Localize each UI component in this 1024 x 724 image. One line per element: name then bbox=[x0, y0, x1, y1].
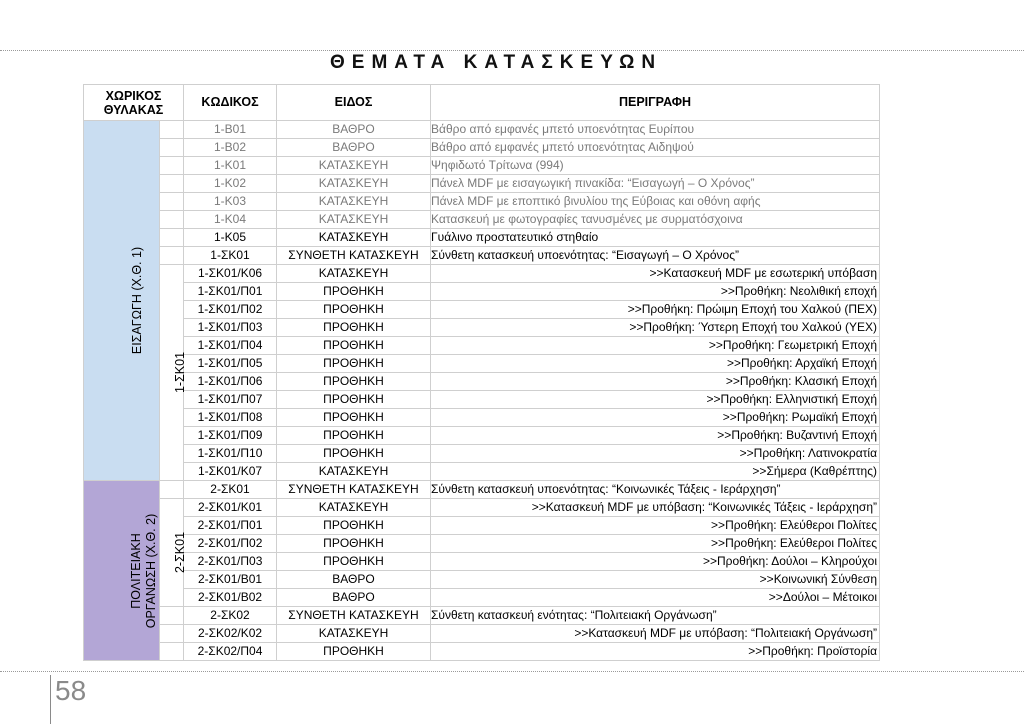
page-title: ΘΕΜΑΤΑ ΚΑΤΑΣΚΕΥΩΝ bbox=[330, 52, 663, 73]
table-row bbox=[84, 211, 880, 229]
code-cell: 1-Κ05 bbox=[184, 229, 277, 247]
header-code: ΚΩΔΙΚΟΣ bbox=[184, 85, 277, 121]
description-cell: Σύνθετη κατασκευή υποενότητας: “Κοινωνικές Τάξεις - Ιεράρχηση” bbox=[431, 481, 880, 499]
page-number-rule bbox=[50, 675, 51, 724]
type-cell: ΠΡΟΘΗΚΗ bbox=[277, 427, 431, 445]
type-cell: ΠΡΟΘΗΚΗ bbox=[277, 643, 431, 661]
description-cell: Πάνελ MDF με εισαγωγική πινακίδα: “Εισαγωγή – Ο Χρόνος” bbox=[431, 175, 880, 193]
code-cell: 2-ΣΚ02/Κ02 bbox=[184, 625, 277, 643]
type-cell: ΚΑΤΑΣΚΕΥΗ bbox=[277, 193, 431, 211]
description-cell: >>Κοινωνική Σύνθεση bbox=[431, 571, 880, 589]
description-cell: >>Προθήκη: Λατινοκρατία bbox=[431, 445, 880, 463]
description-cell: Σύνθετη κατασκευή υποενότητας: “Εισαγωγή – Ο Χρόνος” bbox=[431, 247, 880, 265]
description-cell: >>Προθήκη: Νεολιθική εποχή bbox=[431, 283, 880, 301]
table-row bbox=[84, 355, 880, 373]
table-row bbox=[84, 319, 880, 337]
header-type: ΕΙΔΟΣ bbox=[277, 85, 431, 121]
description-cell: Βάθρο από εμφανές μπετό υποενότητας Αιδηψού bbox=[431, 139, 880, 157]
description-cell: Σύνθετη κατασκευή ενότητας: “Πολιτειακή Οργάνωση” bbox=[431, 607, 880, 625]
description-cell: Ψηφιδωτό Τρίτωνα (994) bbox=[431, 157, 880, 175]
code-cell: 1-ΣΚ01 bbox=[184, 247, 277, 265]
table-row bbox=[84, 625, 880, 643]
description-cell: >>Προθήκη: Προϊστορία bbox=[431, 643, 880, 661]
sub-empty bbox=[160, 607, 184, 625]
code-cell: 2-ΣΚ02 bbox=[184, 607, 277, 625]
code-cell: 1-Κ02 bbox=[184, 175, 277, 193]
type-cell: ΠΡΟΘΗΚΗ bbox=[277, 445, 431, 463]
group-1-cell bbox=[160, 265, 188, 481]
description-cell: >>Προθήκη: Ελεύθεροι Πολίτες bbox=[431, 535, 880, 553]
group-2-label: 2-ΣΚ01 bbox=[173, 531, 188, 574]
type-cell: ΚΑΤΑΣΚΕΥΗ bbox=[277, 157, 431, 175]
zone-2-label: ΠΟΛΙΤΕΙΑΚΗ ΟΡΓΑΝΩΣΗ (Χ.Θ. 2) bbox=[129, 513, 158, 628]
sub-empty bbox=[160, 211, 184, 229]
code-cell: 1-Β01 bbox=[184, 121, 277, 139]
code-cell: 1-ΣΚ01/Π08 bbox=[184, 409, 277, 427]
description-cell: >>Κατασκευή MDF με υπόβαση: “Πολιτειακή Οργάνωση” bbox=[431, 625, 880, 643]
description-cell: >>Προθήκη: Κλασική Εποχή bbox=[431, 373, 880, 391]
type-cell: ΚΑΤΑΣΚΕΥΗ bbox=[277, 265, 431, 283]
description-cell: >>Προθήκη: Ελληνιστική Εποχή bbox=[431, 391, 880, 409]
sub-empty bbox=[160, 139, 184, 157]
type-cell: ΠΡΟΘΗΚΗ bbox=[277, 535, 431, 553]
top-dotted-divider bbox=[0, 50, 1024, 51]
type-cell: ΚΑΤΑΣΚΕΥΗ bbox=[277, 175, 431, 193]
description-cell: >>Κατασκευή MDF με υπόβαση: “Κοινωνικές Τάξεις - Ιεράρχηση” bbox=[431, 499, 880, 517]
type-cell: ΠΡΟΘΗΚΗ bbox=[277, 391, 431, 409]
type-cell: ΣΥΝΘΕΤΗ ΚΑΤΑΣΚΕΥΗ bbox=[277, 481, 431, 499]
code-cell: 1-ΣΚ01/Π04 bbox=[184, 337, 277, 355]
code-cell: 1-ΣΚ01/Κ06 bbox=[184, 265, 277, 283]
description-cell: >>Προθήκη: Γεωμετρική Εποχή bbox=[431, 337, 880, 355]
type-cell: ΚΑΤΑΣΚΕΥΗ bbox=[277, 463, 431, 481]
sub-empty bbox=[160, 193, 184, 211]
type-cell: ΒΑΘΡΟ bbox=[277, 589, 431, 607]
table-row bbox=[84, 265, 880, 283]
description-cell: >>Προθήκη: Δούλοι – Κληρούχοι bbox=[431, 553, 880, 571]
table-row bbox=[84, 193, 880, 211]
code-cell: 1-ΣΚ01/Π09 bbox=[184, 427, 277, 445]
type-cell: ΠΡΟΘΗΚΗ bbox=[277, 517, 431, 535]
code-cell: 1-ΣΚ01/Π02 bbox=[184, 301, 277, 319]
sub-empty bbox=[160, 481, 184, 499]
table-row bbox=[84, 643, 880, 661]
type-cell: ΣΥΝΘΕΤΗ ΚΑΤΑΣΚΕΥΗ bbox=[277, 607, 431, 625]
table-row bbox=[84, 445, 880, 463]
code-cell: 2-ΣΚ01 bbox=[184, 481, 277, 499]
table-row bbox=[84, 607, 880, 625]
type-cell: ΠΡΟΘΗΚΗ bbox=[277, 373, 431, 391]
table-row bbox=[84, 337, 880, 355]
table-row bbox=[84, 517, 880, 535]
table-row bbox=[84, 121, 880, 139]
description-cell: >>Προθήκη: Ύστερη Εποχή του Χαλκού (ΥΕΧ) bbox=[431, 319, 880, 337]
code-cell: 2-ΣΚ01/Β01 bbox=[184, 571, 277, 589]
bottom-dotted-divider bbox=[0, 671, 1024, 672]
table-row bbox=[84, 373, 880, 391]
description-cell: Βάθρο από εμφανές μπετό υποενότητας Ευρίπου bbox=[431, 121, 880, 139]
group-2-cell bbox=[160, 499, 188, 607]
code-cell: 2-ΣΚ01/Β02 bbox=[184, 589, 277, 607]
table-header-row bbox=[84, 85, 880, 121]
description-cell: >>Προθήκη: Πρώιμη Εποχή του Χαλκού (ΠΕΧ) bbox=[431, 301, 880, 319]
table-row bbox=[84, 553, 880, 571]
code-cell: 2-ΣΚ01/Π02 bbox=[184, 535, 277, 553]
sub-empty bbox=[160, 157, 184, 175]
description-cell: >>Προθήκη: Ελεύθεροι Πολίτες bbox=[431, 517, 880, 535]
description-cell: >>Κατασκευή MDF με εσωτερική υπόβαση bbox=[431, 265, 880, 283]
zone-2-cell bbox=[84, 481, 160, 661]
code-cell: 1-ΣΚ01/Π01 bbox=[184, 283, 277, 301]
constructions-table bbox=[83, 84, 880, 661]
table-row bbox=[84, 589, 880, 607]
code-cell: 1-ΣΚ01/Π10 bbox=[184, 445, 277, 463]
type-cell: ΚΑΤΑΣΚΕΥΗ bbox=[277, 229, 431, 247]
code-cell: 1-Κ03 bbox=[184, 193, 277, 211]
type-cell: ΚΑΤΑΣΚΕΥΗ bbox=[277, 499, 431, 517]
description-cell: Κατασκευή με φωτογραφίες τανυσμένες με συρματόσχοινα bbox=[431, 211, 880, 229]
type-cell: ΠΡΟΘΗΚΗ bbox=[277, 319, 431, 337]
sub-empty bbox=[160, 625, 184, 643]
sub-empty bbox=[160, 229, 184, 247]
type-cell: ΒΑΘΡΟ bbox=[277, 571, 431, 589]
zone-1-cell bbox=[84, 121, 160, 481]
group-1-label: 1-ΣΚ01 bbox=[173, 351, 188, 394]
table-row bbox=[84, 463, 880, 481]
type-cell: ΒΑΘΡΟ bbox=[277, 121, 431, 139]
code-cell: 1-Κ04 bbox=[184, 211, 277, 229]
header-description: ΠΕΡΙΓΡΑΦΗ bbox=[431, 85, 880, 121]
table-row bbox=[84, 139, 880, 157]
type-cell: ΠΡΟΘΗΚΗ bbox=[277, 337, 431, 355]
table-row bbox=[84, 247, 880, 265]
code-cell: 2-ΣΚ01/Π03 bbox=[184, 553, 277, 571]
code-cell: 1-ΣΚ01/Π05 bbox=[184, 355, 277, 373]
type-cell: ΠΡΟΘΗΚΗ bbox=[277, 301, 431, 319]
table-row bbox=[84, 427, 880, 445]
type-cell: ΠΡΟΘΗΚΗ bbox=[277, 553, 431, 571]
type-cell: ΠΡΟΘΗΚΗ bbox=[277, 355, 431, 373]
type-cell: ΚΑΤΑΣΚΕΥΗ bbox=[277, 625, 431, 643]
code-cell: 2-ΣΚ01/Π01 bbox=[184, 517, 277, 535]
type-cell: ΠΡΟΘΗΚΗ bbox=[277, 409, 431, 427]
table-row bbox=[84, 283, 880, 301]
table-row bbox=[84, 391, 880, 409]
table-row bbox=[84, 175, 880, 193]
type-cell: ΣΥΝΘΕΤΗ ΚΑΤΑΣΚΕΥΗ bbox=[277, 247, 431, 265]
table-row bbox=[84, 571, 880, 589]
table-row bbox=[84, 535, 880, 553]
description-cell: >>Δούλοι – Μέτοικοι bbox=[431, 589, 880, 607]
table-row bbox=[84, 229, 880, 247]
code-cell: 2-ΣΚ02/Π04 bbox=[184, 643, 277, 661]
type-cell: ΒΑΘΡΟ bbox=[277, 139, 431, 157]
code-cell: 1-ΣΚ01/Π06 bbox=[184, 373, 277, 391]
header-zone: ΧΩΡΙΚΟΣ ΘΥΛΑΚΑΣ bbox=[84, 85, 184, 121]
code-cell: 1-Β02 bbox=[184, 139, 277, 157]
table-row bbox=[84, 481, 880, 499]
description-cell: >>Προθήκη: Αρχαϊκή Εποχή bbox=[431, 355, 880, 373]
description-cell: >>Προθήκη: Ρωμαϊκή Εποχή bbox=[431, 409, 880, 427]
sub-empty bbox=[160, 121, 184, 139]
description-cell: Γυάλινο προστατευτικό στηθαίο bbox=[431, 229, 880, 247]
code-cell: 1-ΣΚ01/Π03 bbox=[184, 319, 277, 337]
code-cell: 1-ΣΚ01/Κ07 bbox=[184, 463, 277, 481]
table-row bbox=[84, 409, 880, 427]
zone-1-label: ΕΙΣΑΓΩΓΗ (Χ.Θ. 1) bbox=[130, 246, 145, 355]
type-cell: ΠΡΟΘΗΚΗ bbox=[277, 283, 431, 301]
type-cell: ΚΑΤΑΣΚΕΥΗ bbox=[277, 211, 431, 229]
sub-empty bbox=[160, 643, 184, 661]
table-row bbox=[84, 301, 880, 319]
code-cell: 1-Κ01 bbox=[184, 157, 277, 175]
description-cell: >>Προθήκη: Βυζαντινή Εποχή bbox=[431, 427, 880, 445]
sub-empty bbox=[160, 247, 184, 265]
code-cell: 1-ΣΚ01/Π07 bbox=[184, 391, 277, 409]
page-number: 58 bbox=[55, 675, 87, 706]
table-row bbox=[84, 499, 880, 517]
description-cell: >>Σήμερα (Καθρέπτης) bbox=[431, 463, 880, 481]
description-cell: Πάνελ MDF με εποπτικό βινυλίου της Εύβοιας και οθόνη αφής bbox=[431, 193, 880, 211]
sub-empty bbox=[160, 175, 184, 193]
table-row bbox=[84, 157, 880, 175]
code-cell: 2-ΣΚ01/Κ01 bbox=[184, 499, 277, 517]
